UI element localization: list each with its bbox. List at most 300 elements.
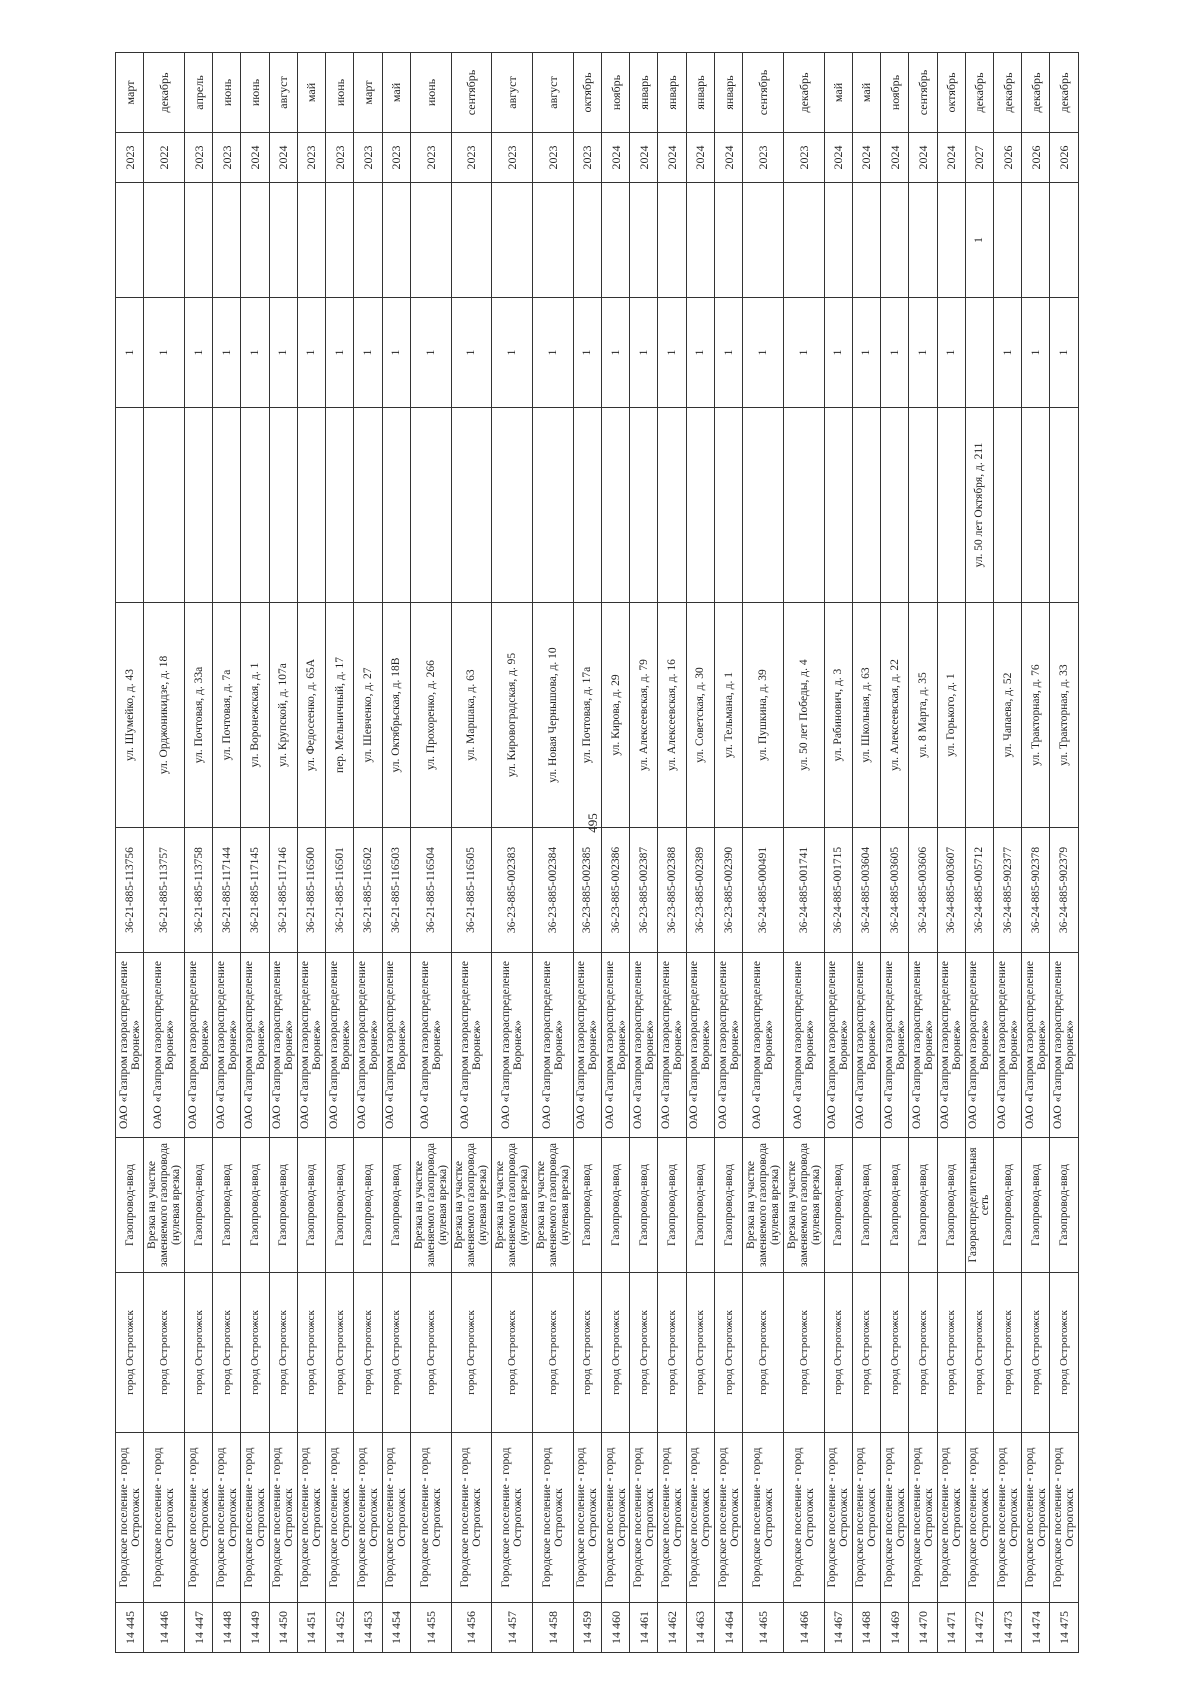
table-row [1022,53,1050,1653]
object-type-cell: Газопровод-ввод [658,1138,686,1273]
owner-cell: ОАО «Газпром газораспределение Воронеж» [743,953,784,1138]
object-id-cell: 36-23-885-002384 [533,828,574,953]
address-cell: ул. Шевченко, д. 27 [354,603,382,828]
owner-cell: ОАО «Газпром газораспределение Воронеж» [297,953,325,1138]
record-number-cell: 14 445 [116,1603,144,1653]
address-alt-cell [1050,408,1079,603]
address-alt-cell [184,408,212,603]
record-number-cell: 14 453 [354,1603,382,1653]
record-number-cell: 14 458 [533,1603,574,1653]
owner-cell: ОАО «Газпром газораспределение Воронеж» [1050,953,1079,1138]
municipality-cell: Городское поселение - город Острогожск [144,1433,185,1603]
address-cell: ул. Алексеевская, д. 22 [881,603,909,828]
record-number-cell: 14 468 [852,1603,880,1653]
object-id-cell: 36-21-885-116503 [382,828,410,953]
settlement-cell: город Острогожск [783,1273,824,1433]
owner-cell: ОАО «Газпром газораспределение Воронеж» [116,953,144,1138]
month-cell: март [354,53,382,133]
month-cell: сентябрь [451,53,492,133]
municipality-cell: Городское поселение - город Острогожск [714,1433,742,1603]
settlement-cell: город Острогожск [492,1273,533,1433]
municipality-cell: Городское поселение - город Острогожск [492,1433,533,1603]
object-type-cell: Газопровод-ввод [297,1138,325,1273]
count-a-cell: 1 [783,298,824,408]
municipality-cell: Городское поселение - город Острогожск [269,1433,297,1603]
object-type-cell: Газопровод-ввод [714,1138,742,1273]
count-a-cell [965,298,993,408]
count-a-cell: 1 [852,298,880,408]
address-alt-cell [269,408,297,603]
table-row [909,53,937,1653]
owner-cell: ОАО «Газпром газораспределение Воронеж» [852,953,880,1138]
object-id-cell: 36-24-885-000491 [743,828,784,953]
count-a-cell: 1 [451,298,492,408]
owner-cell: ОАО «Газпром газораспределение Воронеж» [573,953,601,1138]
address-alt-cell [658,408,686,603]
year-cell: 2023 [184,133,212,183]
owner-cell: ОАО «Газпром газораспределение Воронеж» [326,953,354,1138]
table-row [993,53,1021,1653]
object-id-cell: 36-23-885-002388 [658,828,686,953]
record-number-cell: 14 455 [410,1603,451,1653]
count-a-cell: 1 [630,298,658,408]
record-number-cell: 14 456 [451,1603,492,1653]
object-type-cell: Газопровод-ввод [116,1138,144,1273]
count-a-cell: 1 [241,298,269,408]
settlement-cell: город Острогожск [116,1273,144,1433]
record-number-cell: 14 452 [326,1603,354,1653]
count-b-cell [993,183,1021,298]
municipality-cell: Городское поселение - город Острогожск [533,1433,574,1603]
year-cell: 2023 [743,133,784,183]
address-cell: ул. Алексеевская, д. 79 [630,603,658,828]
object-type-cell: Врезка на участке заменяемого газопровода (нулевая врезка) [743,1138,784,1273]
settlement-cell: город Острогожск [382,1273,410,1433]
year-cell: 2026 [993,133,1021,183]
address-alt-cell [573,408,601,603]
count-a-cell: 1 [410,298,451,408]
object-id-cell: 36-24-885-003607 [937,828,965,953]
table-row [714,53,742,1653]
owner-cell: ОАО «Газпром газораспределение Воронеж» [382,953,410,1138]
count-a-cell: 1 [533,298,574,408]
address-cell: ул. Шумейко, д. 43 [116,603,144,828]
count-b-cell [743,183,784,298]
table-row [326,53,354,1653]
count-a-cell: 1 [354,298,382,408]
count-a-cell: 1 [326,298,354,408]
object-id-cell: 36-23-885-002386 [602,828,630,953]
month-cell: октябрь [937,53,965,133]
object-type-cell: Газопровод-ввод [269,1138,297,1273]
owner-cell: ОАО «Газпром газораспределение Воронеж» [783,953,824,1138]
month-cell: октябрь [573,53,601,133]
table-row [686,53,714,1653]
record-number-cell: 14 459 [573,1603,601,1653]
municipality-cell: Городское поселение - город Острогожск [241,1433,269,1603]
address-cell: ул. Воронежская, д. 1 [241,603,269,828]
table-row [630,53,658,1653]
count-a-cell: 1 [658,298,686,408]
year-cell: 2024 [909,133,937,183]
record-number-cell: 14 472 [965,1603,993,1653]
year-cell: 2026 [1050,133,1079,183]
municipality-cell: Городское поселение - город Острогожск [382,1433,410,1603]
object-id-cell: 36-23-885-002387 [630,828,658,953]
month-cell: январь [630,53,658,133]
settlement-cell: город Острогожск [965,1273,993,1433]
record-number-cell: 14 467 [824,1603,852,1653]
count-a-cell: 1 [382,298,410,408]
year-cell: 2024 [686,133,714,183]
settlement-cell: город Острогожск [1022,1273,1050,1433]
address-alt-cell [993,408,1021,603]
address-alt-cell [354,408,382,603]
count-a-cell: 1 [1022,298,1050,408]
settlement-cell: город Острогожск [533,1273,574,1433]
municipality-cell: Городское поселение - город Острогожск [116,1433,144,1603]
address-alt-cell [144,408,185,603]
count-b-cell [714,183,742,298]
municipality-cell: Городское поселение - город Острогожск [354,1433,382,1603]
object-id-cell: 36-21-885-117146 [269,828,297,953]
table-row [241,53,269,1653]
table-row [937,53,965,1653]
address-cell: ул. 8 Марта, д. 35 [909,603,937,828]
count-a-cell: 1 [824,298,852,408]
count-b-cell [213,183,241,298]
year-cell: 2022 [144,133,185,183]
count-b-cell [1022,183,1050,298]
object-type-cell: Газопровод-ввод [909,1138,937,1273]
count-a-cell: 1 [144,298,185,408]
record-number-cell: 14 471 [937,1603,965,1653]
count-b-cell [144,183,185,298]
record-number-cell: 14 448 [213,1603,241,1653]
address-alt-cell [213,408,241,603]
count-b-cell [116,183,144,298]
address-cell: ул. Маршака, д. 63 [451,603,492,828]
owner-cell: ОАО «Газпром газораспределение Воронеж» [714,953,742,1138]
address-cell: ул. 50 лет Победы, д. 4 [783,603,824,828]
object-type-cell: Газопровод-ввод [354,1138,382,1273]
address-cell: ул. Тракторная, д. 76 [1022,603,1050,828]
month-cell: август [533,53,574,133]
object-type-cell: Газопровод-ввод [1022,1138,1050,1273]
count-a-cell: 1 [993,298,1021,408]
count-a-cell: 1 [573,298,601,408]
object-type-cell: Газопровод-ввод [937,1138,965,1273]
owner-cell: ОАО «Газпром газораспределение Воронеж» [993,953,1021,1138]
count-b-cell [184,183,212,298]
object-type-cell: Газопровод-ввод [573,1138,601,1273]
settlement-cell: город Острогожск [241,1273,269,1433]
settlement-cell: город Острогожск [269,1273,297,1433]
address-alt-cell [241,408,269,603]
year-cell: 2024 [241,133,269,183]
settlement-cell: город Острогожск [937,1273,965,1433]
count-a-cell: 1 [909,298,937,408]
address-cell: ул. Орджоникидзе, д. 18 [144,603,185,828]
address-alt-cell [783,408,824,603]
year-cell: 2024 [602,133,630,183]
object-id-cell: 36-24-885-001715 [824,828,852,953]
settlement-cell: город Острогожск [1050,1273,1079,1433]
record-number-cell: 14 470 [909,1603,937,1653]
count-b-cell [297,183,325,298]
settlement-cell: город Острогожск [686,1273,714,1433]
owner-cell: ОАО «Газпром газораспределение Воронеж» [937,953,965,1138]
table-row [382,53,410,1653]
owner-cell: ОАО «Газпром газораспределение Воронеж» [533,953,574,1138]
count-a-cell: 1 [492,298,533,408]
municipality-cell: Городское поселение - город Острогожск [686,1433,714,1603]
table-row [451,53,492,1653]
count-b-cell [382,183,410,298]
table-row [783,53,824,1653]
month-cell: август [269,53,297,133]
table-row [492,53,533,1653]
page-number: 495 [585,813,600,833]
month-cell: июнь [241,53,269,133]
object-id-cell: 36-23-885-002389 [686,828,714,953]
count-b-cell [602,183,630,298]
month-cell: июнь [410,53,451,133]
record-number-cell: 14 454 [382,1603,410,1653]
count-a-cell: 1 [602,298,630,408]
address-cell: ул. Федосеенко, д. 65А [297,603,325,828]
record-number-cell: 14 461 [630,1603,658,1653]
object-id-cell: 36-24-885-902379 [1050,828,1079,953]
table-row [184,53,212,1653]
year-cell: 2026 [1022,133,1050,183]
address-cell: ул. Горького, д. 1 [937,603,965,828]
municipality-cell: Городское поселение - город Острогожск [630,1433,658,1603]
count-a-cell: 1 [297,298,325,408]
object-type-cell: Врезка на участке заменяемого газопровода (нулевая врезка) [410,1138,451,1273]
owner-cell: ОАО «Газпром газораспределение Воронеж» [658,953,686,1138]
count-b-cell [354,183,382,298]
record-number-cell: 14 447 [184,1603,212,1653]
month-cell: декабрь [783,53,824,133]
municipality-cell: Городское поселение - город Острогожск [909,1433,937,1603]
address-cell: ул. Почтовая, д. 33а [184,603,212,828]
count-b-cell [410,183,451,298]
year-cell: 2024 [824,133,852,183]
address-cell: ул. Пушкина, д. 39 [743,603,784,828]
owner-cell: ОАО «Газпром газораспределение Воронеж» [686,953,714,1138]
record-number-cell: 14 466 [783,1603,824,1653]
object-id-cell: 36-23-885-002390 [714,828,742,953]
owner-cell: ОАО «Газпром газораспределение Воронеж» [909,953,937,1138]
table-row [658,53,686,1653]
year-cell: 2024 [852,133,880,183]
table-row [1050,53,1079,1653]
address-cell: ул. Тракторная, д. 33 [1050,603,1079,828]
object-type-cell: Газопровод-ввод [382,1138,410,1273]
address-cell: ул. Прохоренко, д. 266 [410,603,451,828]
owner-cell: ОАО «Газпром газораспределение Воронеж» [602,953,630,1138]
month-cell: ноябрь [881,53,909,133]
municipality-cell: Городское поселение - город Острогожск [297,1433,325,1603]
settlement-cell: город Острогожск [714,1273,742,1433]
object-type-cell: Газопровод-ввод [881,1138,909,1273]
month-cell: ноябрь [602,53,630,133]
month-cell: май [852,53,880,133]
owner-cell: ОАО «Газпром газораспределение Воронеж» [269,953,297,1138]
count-a-cell: 1 [213,298,241,408]
address-alt-cell [824,408,852,603]
address-cell: ул. Почтовая, д. 17а [573,603,601,828]
address-alt-cell [451,408,492,603]
year-cell: 2024 [269,133,297,183]
object-type-cell: Газопровод-ввод [241,1138,269,1273]
count-b-cell [852,183,880,298]
count-a-cell: 1 [881,298,909,408]
object-id-cell: 36-21-885-113756 [116,828,144,953]
record-number-cell: 14 475 [1050,1603,1079,1653]
object-type-cell: Газопровод-ввод [852,1138,880,1273]
address-cell [965,603,993,828]
address-alt-cell [714,408,742,603]
municipality-cell: Городское поселение - город Острогожск [824,1433,852,1603]
object-type-cell: Врезка на участке заменяемого газопровода (нулевая врезка) [451,1138,492,1273]
count-a-cell: 1 [1050,298,1079,408]
settlement-cell: город Острогожск [354,1273,382,1433]
owner-cell: ОАО «Газпром газораспределение Воронеж» [1022,953,1050,1138]
count-b-cell [533,183,574,298]
record-number-cell: 14 469 [881,1603,909,1653]
table-row [743,53,784,1653]
settlement-cell: город Острогожск [909,1273,937,1433]
year-cell: 2027 [965,133,993,183]
month-cell: январь [686,53,714,133]
address-cell: ул. Кировоградская, д. 95 [492,603,533,828]
municipality-cell: Городское поселение - город Острогожск [573,1433,601,1603]
municipality-cell: Городское поселение - город Острогожск [213,1433,241,1603]
count-b-cell [573,183,601,298]
address-cell: ул. Чапаева, д. 52 [993,603,1021,828]
month-cell: январь [714,53,742,133]
table-row [573,53,601,1653]
record-number-cell: 14 462 [658,1603,686,1653]
address-alt-cell [909,408,937,603]
object-id-cell: 36-21-885-116502 [354,828,382,953]
count-b-cell [1050,183,1079,298]
count-a-cell: 1 [116,298,144,408]
month-cell: сентябрь [909,53,937,133]
settlement-cell: город Острогожск [852,1273,880,1433]
count-a-cell: 1 [269,298,297,408]
municipality-cell: Городское поселение - город Острогожск [1022,1433,1050,1603]
record-number-cell: 14 446 [144,1603,185,1653]
year-cell: 2023 [410,133,451,183]
table-row [602,53,630,1653]
object-type-cell: Врезка на участке заменяемого газопровода (нулевая врезка) [533,1138,574,1273]
object-id-cell: 36-23-885-002385 [573,828,601,953]
year-cell: 2024 [658,133,686,183]
owner-cell: ОАО «Газпром газораспределение Воронеж» [144,953,185,1138]
record-number-cell: 14 473 [993,1603,1021,1653]
owner-cell: ОАО «Газпром газораспределение Воронеж» [881,953,909,1138]
month-cell: декабрь [993,53,1021,133]
count-b-cell: 1 [965,183,993,298]
count-b-cell [451,183,492,298]
owner-cell: ОАО «Газпром газораспределение Воронеж» [410,953,451,1138]
object-id-cell: 36-21-885-113757 [144,828,185,953]
record-number-cell: 14 457 [492,1603,533,1653]
count-a-cell: 1 [937,298,965,408]
address-alt-cell [297,408,325,603]
record-number-cell: 14 463 [686,1603,714,1653]
address-alt-cell [630,408,658,603]
owner-cell: ОАО «Газпром газораспределение Воронеж» [965,953,993,1138]
year-cell: 2023 [451,133,492,183]
address-cell: ул. Алексеевская, д. 16 [658,603,686,828]
record-number-cell: 14 450 [269,1603,297,1653]
object-type-cell: Газопровод-ввод [213,1138,241,1273]
object-type-cell: Врезка на участке заменяемого газопровода (нулевая врезка) [144,1138,185,1273]
address-alt-cell [881,408,909,603]
object-id-cell: 36-21-885-116505 [451,828,492,953]
count-b-cell [909,183,937,298]
address-alt-cell: ул. 50 лет Октября, д. 211 [965,408,993,603]
count-b-cell [326,183,354,298]
record-number-cell: 14 464 [714,1603,742,1653]
year-cell: 2023 [573,133,601,183]
month-cell: декабрь [1022,53,1050,133]
municipality-cell: Городское поселение - город Острогожск [602,1433,630,1603]
settlement-cell: город Острогожск [602,1273,630,1433]
table-row [965,53,993,1653]
month-cell: июнь [213,53,241,133]
table-row [410,53,451,1653]
object-type-cell: Газораспределительная сеть [965,1138,993,1273]
owner-cell: ОАО «Газпром газораспределение Воронеж» [354,953,382,1138]
address-alt-cell [326,408,354,603]
year-cell: 2023 [326,133,354,183]
table-row [213,53,241,1653]
year-cell: 2023 [297,133,325,183]
count-a-cell: 1 [714,298,742,408]
count-b-cell [937,183,965,298]
owner-cell: ОАО «Газпром газораспределение Воронеж» [241,953,269,1138]
settlement-cell: город Острогожск [326,1273,354,1433]
address-alt-cell [533,408,574,603]
count-b-cell [824,183,852,298]
settlement-cell: город Острогожск [993,1273,1021,1433]
address-cell: ул. Советская, д. 30 [686,603,714,828]
count-b-cell [658,183,686,298]
municipality-cell: Городское поселение - город Острогожск [743,1433,784,1603]
settlement-cell: город Острогожск [297,1273,325,1433]
municipality-cell: Городское поселение - город Острогожск [1050,1433,1079,1603]
year-cell: 2023 [492,133,533,183]
object-id-cell: 36-21-885-116500 [297,828,325,953]
municipality-cell: Городское поселение - город Острогожск [965,1433,993,1603]
object-type-cell: Газопровод-ввод [686,1138,714,1273]
object-id-cell: 36-24-885-001741 [783,828,824,953]
year-cell: 2024 [630,133,658,183]
municipality-cell: Городское поселение - город Острогожск [410,1433,451,1603]
month-cell: сентябрь [743,53,784,133]
settlement-cell: город Острогожск [743,1273,784,1433]
year-cell: 2023 [382,133,410,183]
object-id-cell: 36-23-885-002383 [492,828,533,953]
settlement-cell: город Острогожск [144,1273,185,1433]
count-b-cell [492,183,533,298]
address-alt-cell [937,408,965,603]
